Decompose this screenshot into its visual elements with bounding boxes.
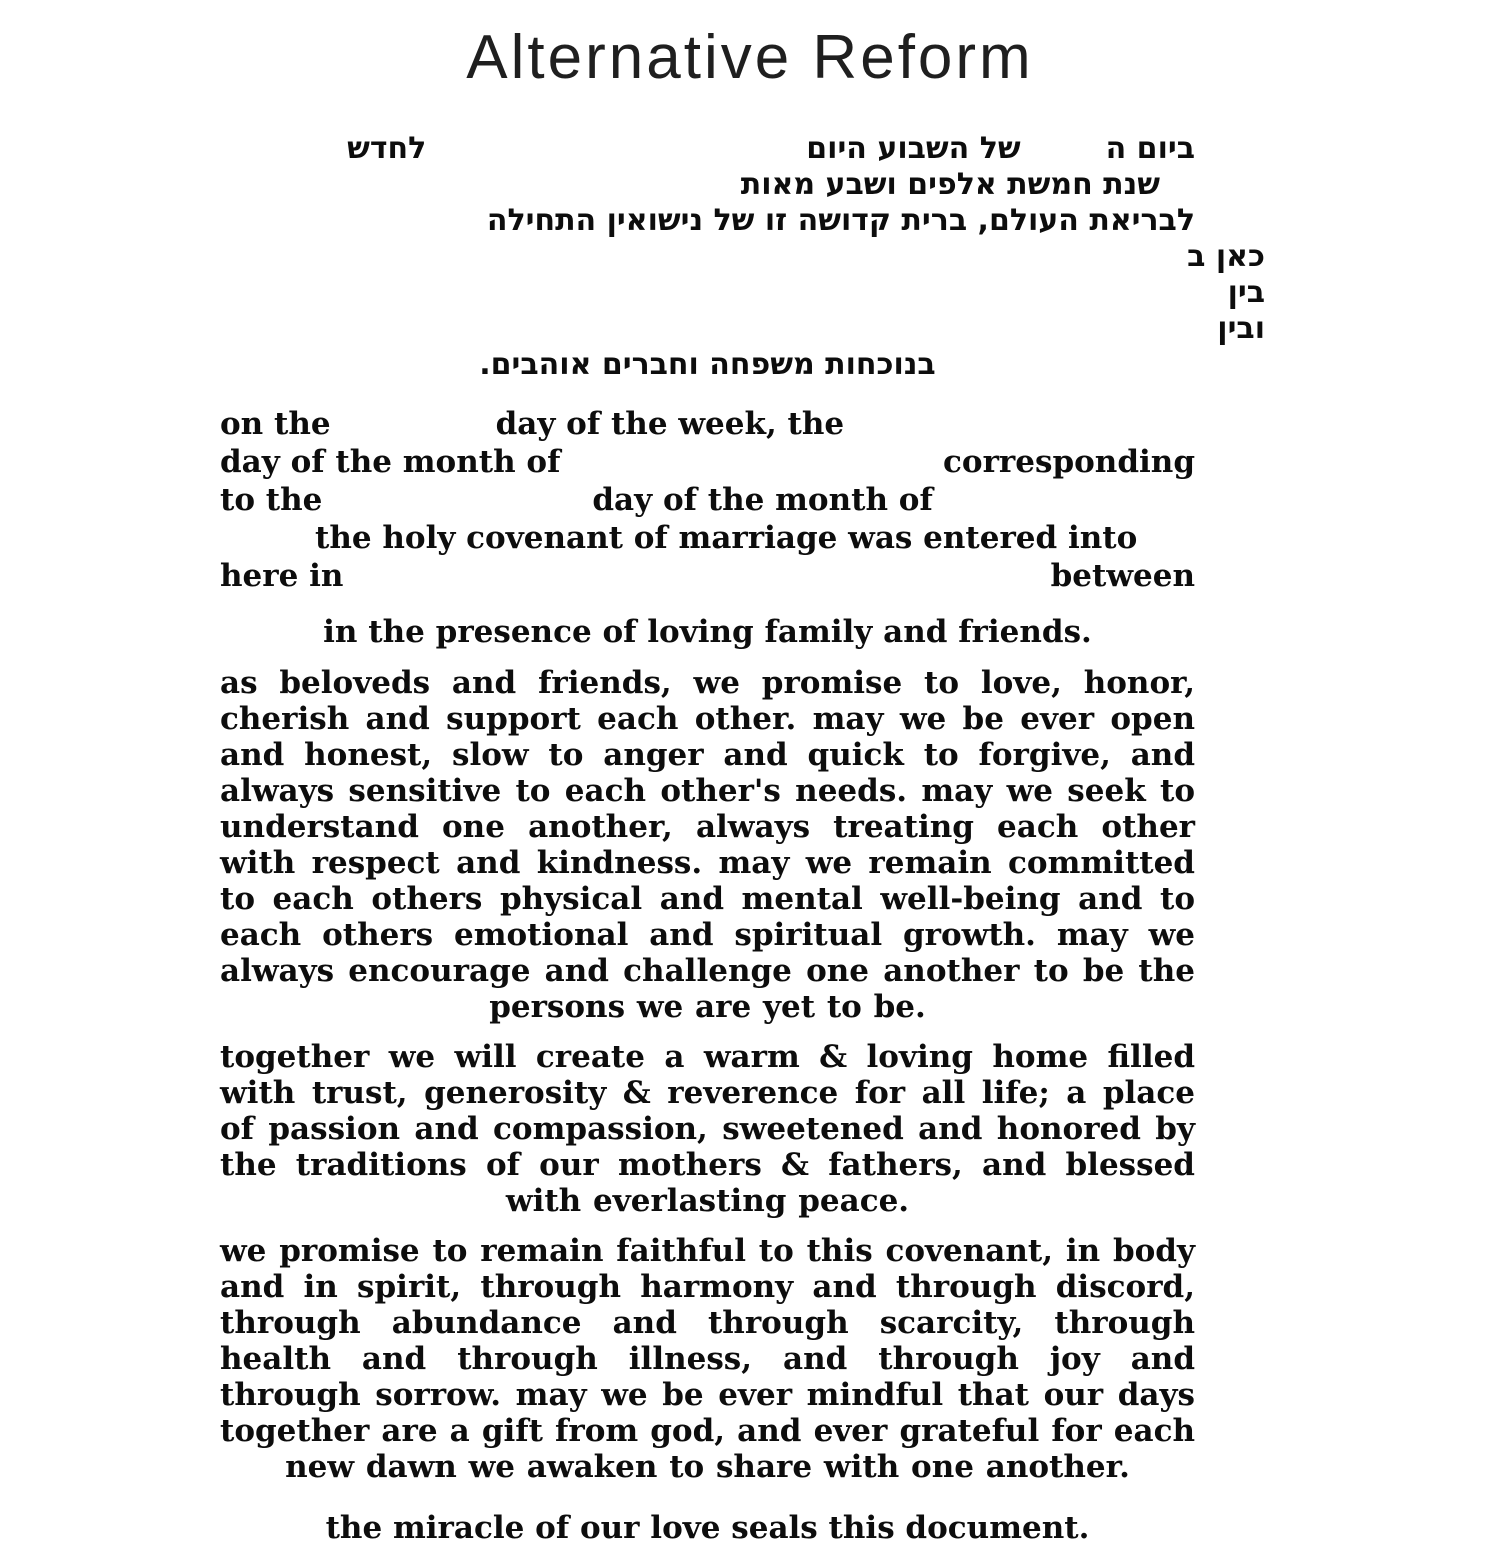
closing-line: the miracle of our love seals this document. xyxy=(325,1510,1090,1546)
text-segment: day of the week, the xyxy=(495,406,845,442)
blank-gap xyxy=(426,156,806,158)
text-segment: של השבוע היום xyxy=(806,131,1021,166)
blank-gap xyxy=(1021,156,1106,158)
fillin-corresponding-line xyxy=(220,481,1195,519)
fillin-month-line xyxy=(220,443,1195,481)
hebrew-presence-line xyxy=(220,347,1195,383)
hebrew-covenant-line xyxy=(220,203,1195,239)
vow-paragraph: we promise to remain faithful to this covenant, in body and in spirit, through harmony and through discord, through abundance and through scarcity, through health and through illness, and through joy and through sorrow. may we be ever mindful that our days together are a gift from god, and ever grateful for each new dawn we awaken to share with one another. xyxy=(220,1233,1195,1485)
hebrew-here-in-line xyxy=(220,239,1265,275)
blank-gap xyxy=(220,546,315,548)
hebrew-text-block xyxy=(220,131,1265,383)
text-segment: ביום ה xyxy=(1105,131,1195,166)
text-segment: לבריאת העולם, ברית קדושה זו של נישואין התחילה xyxy=(486,203,1195,238)
text-segment: on the xyxy=(220,406,331,442)
blank-gap xyxy=(322,508,592,510)
hebrew-date-line xyxy=(220,131,1195,167)
english-fill-in-block xyxy=(220,405,1195,595)
text-segment: the holy covenant of marriage was entered into xyxy=(315,520,1138,556)
text-segment: כאן ב xyxy=(1187,239,1265,274)
hebrew-between-line xyxy=(220,275,1265,311)
hebrew-year-line xyxy=(220,167,1160,203)
text-segment: ובין xyxy=(1217,311,1265,346)
fillin-here-in-line xyxy=(220,557,1195,595)
presence-line: in the presence of loving family and friends. xyxy=(323,614,1092,650)
blank-gap xyxy=(331,432,496,434)
hebrew-and-between-line xyxy=(220,311,1265,347)
fillin-covenant-line xyxy=(220,519,1195,557)
text-segment: between xyxy=(1050,558,1195,594)
text-segment: day of the month of xyxy=(220,444,561,480)
vow-paragraph: together we will create a warm & loving home filled with trust, generosity & reverence for all life; a place of passion and compassion, sweetened and honored by the traditions of our mothers & fathers, and blessed with everlasting peace. xyxy=(220,1039,1195,1219)
vows-paragraphs xyxy=(220,665,1195,1485)
text-segment: corresponding xyxy=(943,444,1195,480)
fillin-day-of-week-line xyxy=(220,405,1195,443)
text-segment: day of the month of xyxy=(592,482,933,518)
vow-paragraph: as beloveds and friends, we promise to love, honor, cherish and support each other. may we be ever open and honest, slow to anger and quick to forgive, and always sensitive to each other's needs. may we seek to understand one another, always treating each other with respect and kindness. may we remain committed to each others physical and mental well-being and to each others emotional and spiritual growth. may we always encourage and challenge one another to be the persons we are yet to be. xyxy=(220,665,1195,1025)
text-segment: to the xyxy=(220,482,323,518)
text-segment: here in xyxy=(220,558,344,594)
text-segment: שנת חמשת אלפים ושבע מאות xyxy=(740,167,1160,202)
text-segment: לחדש xyxy=(347,131,427,166)
text-segment: בין xyxy=(1227,275,1265,310)
page-title: Alternative Reform xyxy=(466,23,1034,92)
text-segment: בנוכחות משפחה וחברים אוהבים. xyxy=(479,347,936,382)
